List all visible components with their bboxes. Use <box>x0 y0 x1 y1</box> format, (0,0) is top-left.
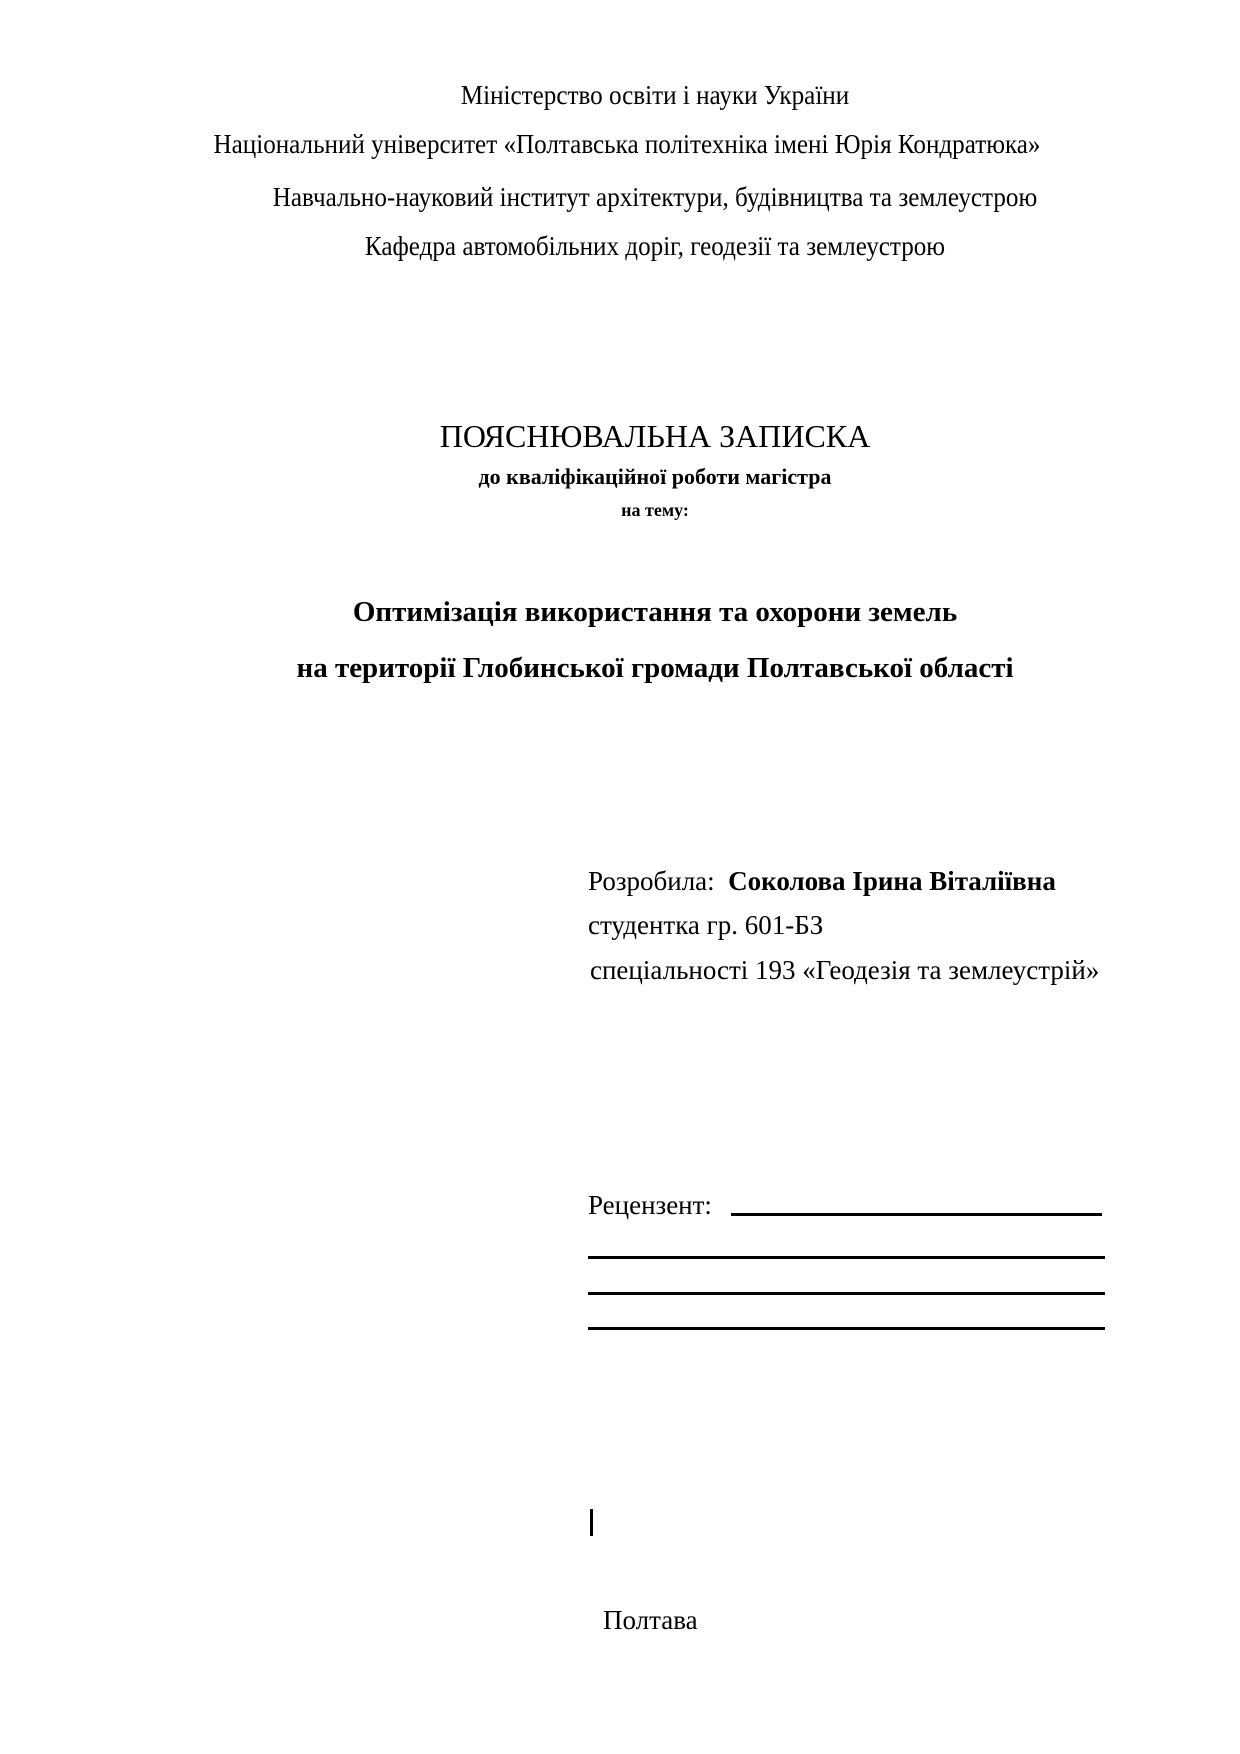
on-topic-label: на тему: <box>621 500 689 520</box>
reviewer-signature-line <box>731 1213 1102 1216</box>
page-subtitle: до кваліфікаційної роботи магістра <box>478 464 832 489</box>
page-title: ПОЯСНЮВАЛЬНА ЗАПИСКА <box>439 418 871 454</box>
institute-line: Навчально-науковий інститут архітектури, будівництва та землеустрою <box>272 182 1038 212</box>
department-line: Кафедра автомобільних доріг, геодезії та землеустрою <box>364 231 946 261</box>
author-specialty: спеціальності 193 «Геодезія та землеустрій» <box>590 955 1100 985</box>
author-group: студентка гр. 601-БЗ <box>588 910 824 940</box>
ministry-line: Міністерство освіти і науки України <box>460 80 850 110</box>
author-row <box>588 866 1056 897</box>
topic-line-2: на території Глобинської громади Полтавської області <box>296 652 1014 684</box>
reviewer-label: Рецензент: <box>588 1190 712 1220</box>
reviewer-line-4 <box>588 1327 1105 1330</box>
author-name: Соколова Ірина Віталіївна <box>728 866 1056 896</box>
author-label: Розробила: <box>588 866 715 896</box>
reviewer-line-2 <box>588 1256 1105 1259</box>
university-line: Національний університет «Полтавська політехніка імені Юрія Кондратюка» <box>213 129 1041 159</box>
text-cursor <box>590 1509 593 1536</box>
reviewer-line-3 <box>588 1292 1105 1295</box>
topic-line-1: Оптимізація використання та охорони земель <box>352 596 958 628</box>
city: Полтава <box>603 1605 698 1635</box>
